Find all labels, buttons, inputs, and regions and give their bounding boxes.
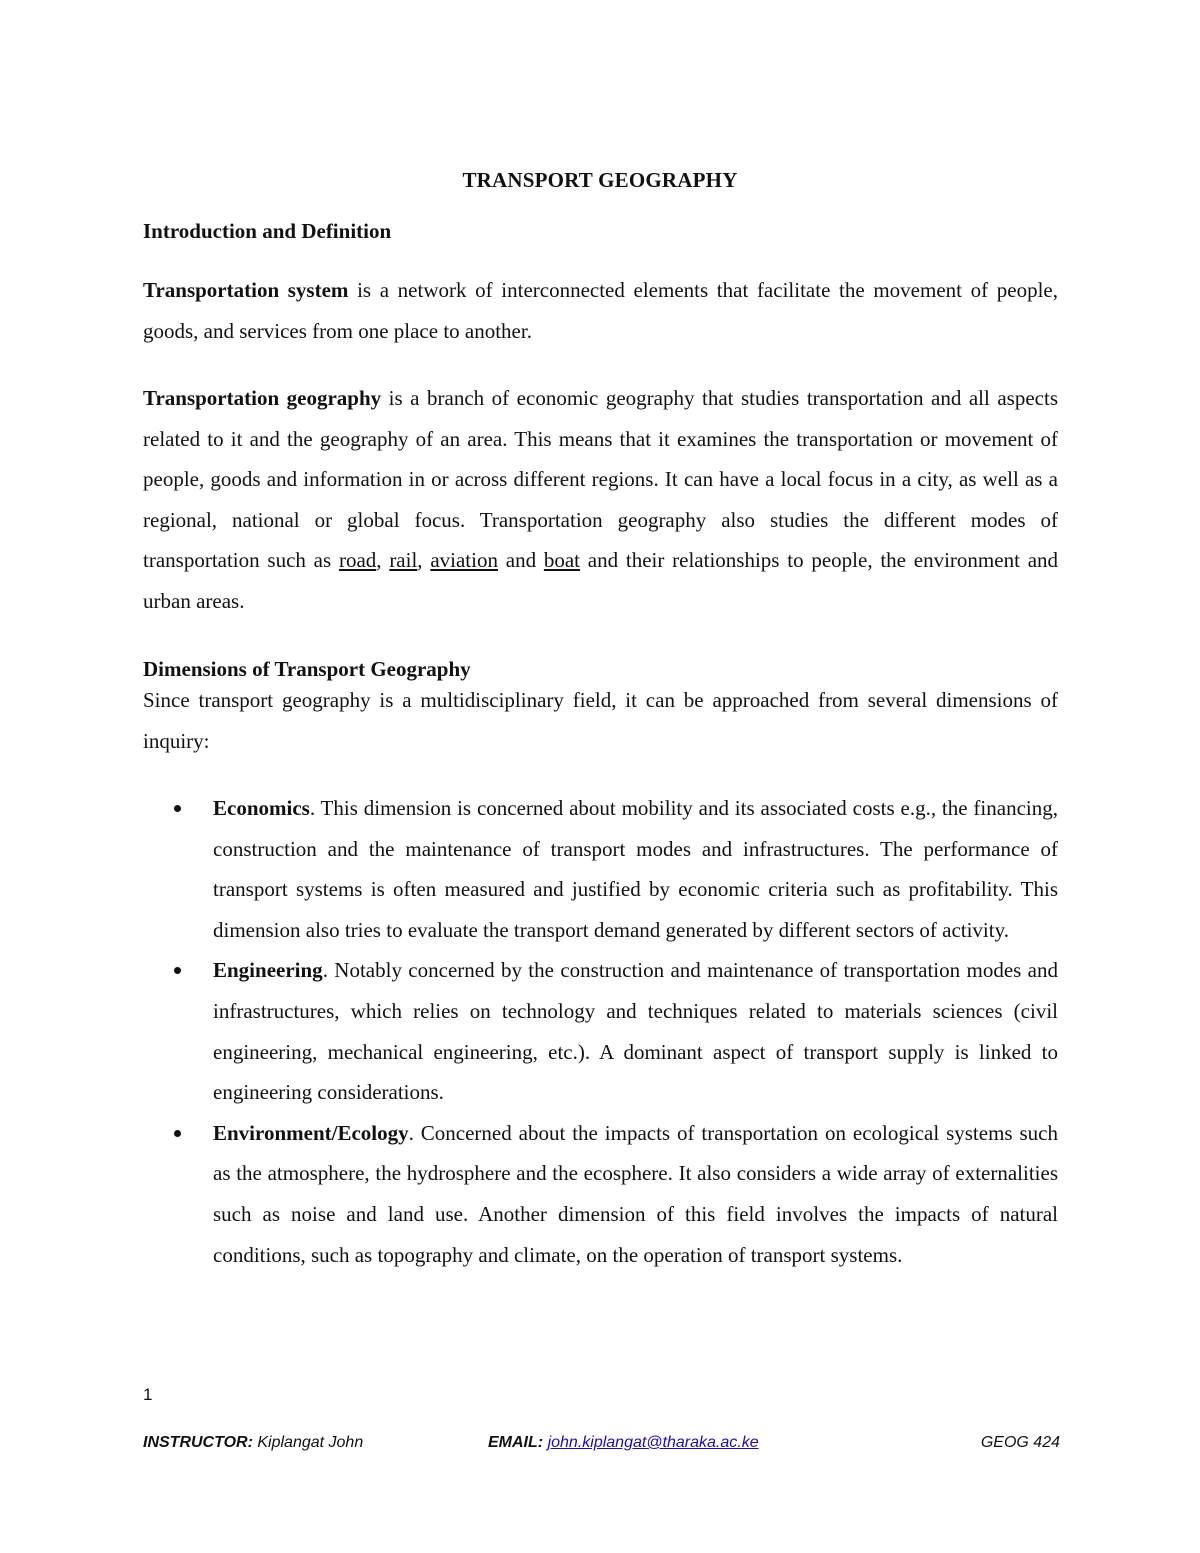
dimensions-list	[143, 788, 1058, 1275]
footer-instructor	[143, 1434, 363, 1452]
bullet-term: Environment/Ecology	[213, 1120, 409, 1145]
dimensions-heading: Dimensions of Transport Geography	[143, 657, 471, 681]
link-road[interactable]: road	[338, 548, 377, 573]
bullet-term: Engineering	[213, 958, 323, 983]
paragraph-transportation-system	[143, 270, 1058, 351]
page-footer	[143, 1434, 1060, 1460]
separator: ,	[417, 548, 431, 573]
link-aviation[interactable]: aviation	[430, 548, 498, 573]
paragraph-text: is a branch of economic geography that studies transportation and all aspects related to it and the geography of an area. This means that it examines the transportation or movement of people, goods and information in or across different regions. It can have a local focus in a city, as well as a regional, national or global focus. Transportation geography also studies the different modes of transportation such as	[143, 386, 1058, 573]
list-item-engineering	[143, 950, 1058, 1112]
paragraph-text: is a network of interconnected elements that facilitate the movement of people, goods, and services from one place to another.	[143, 278, 1058, 343]
paragraph-text-end: and their relationships to people, the environment and urban areas.	[143, 548, 1059, 613]
term-transportation-system: Transportation system	[143, 278, 349, 302]
term-transportation-geography: Transportation geography	[143, 386, 382, 410]
intro-heading: Introduction and Definition	[143, 219, 392, 243]
document-title: TRANSPORT GEOGRAPHY	[462, 168, 738, 192]
page-number: 1	[143, 1385, 153, 1404]
paragraph-transportation-geography	[143, 378, 1058, 622]
list-item-economics	[143, 788, 1058, 950]
footer-instructor-label: INSTRUCTOR:	[143, 1434, 253, 1451]
footer-email-link[interactable]: john.kiplangat@tharaka.ac.ke	[547, 1434, 759, 1451]
bullet-text: . Notably concerned by the construction and maintenance of transportation modes and infrastructures, which relies on technology and techniques related to materials sciences (civil engineering, mechanical engineering, etc.). A dominant aspect of transport supply is linked to engineering considerations.	[213, 958, 1058, 1105]
list-item-environment	[143, 1113, 1058, 1275]
footer-email-label: EMAIL:	[488, 1434, 544, 1451]
separator: and	[497, 548, 544, 573]
bullet-text: . This dimension is concerned about mobility and its associated costs e.g., the financing, construction and the maintenance of transport modes and infrastructures. The performance of transport systems is often measured and justified by economic criteria such as profitability. This dimension also tries to evaluate the transport demand generated by different sectors of activity.	[213, 796, 1058, 942]
bullet-icon	[174, 805, 181, 812]
bullet-icon	[174, 1130, 181, 1137]
dimensions-intro: Since transport geography is a multidisciplinary field, it can be approached from several dimensions of inquiry:	[143, 688, 1058, 753]
footer-course-code: GEOG 424	[980, 1434, 1060, 1451]
link-rail[interactable]: rail	[389, 548, 418, 573]
link-boat[interactable]: boat	[543, 548, 581, 573]
bullet-term: Economics	[213, 796, 310, 820]
footer-instructor-name: Kiplangat John	[252, 1434, 364, 1451]
separator: ,	[376, 548, 390, 573]
bullet-text: . Concerned about the impacts of transportation on ecological systems such as the atmosphere, the hydrosphere and the ecosphere. It also considers a wide array of externalities such as noise and land use. Another dimension of this field involves the impacts of natural conditions, such as topography and climate, on the operation of transport systems.	[213, 1120, 1058, 1267]
footer-email	[488, 1434, 759, 1452]
bullet-icon	[174, 967, 181, 974]
